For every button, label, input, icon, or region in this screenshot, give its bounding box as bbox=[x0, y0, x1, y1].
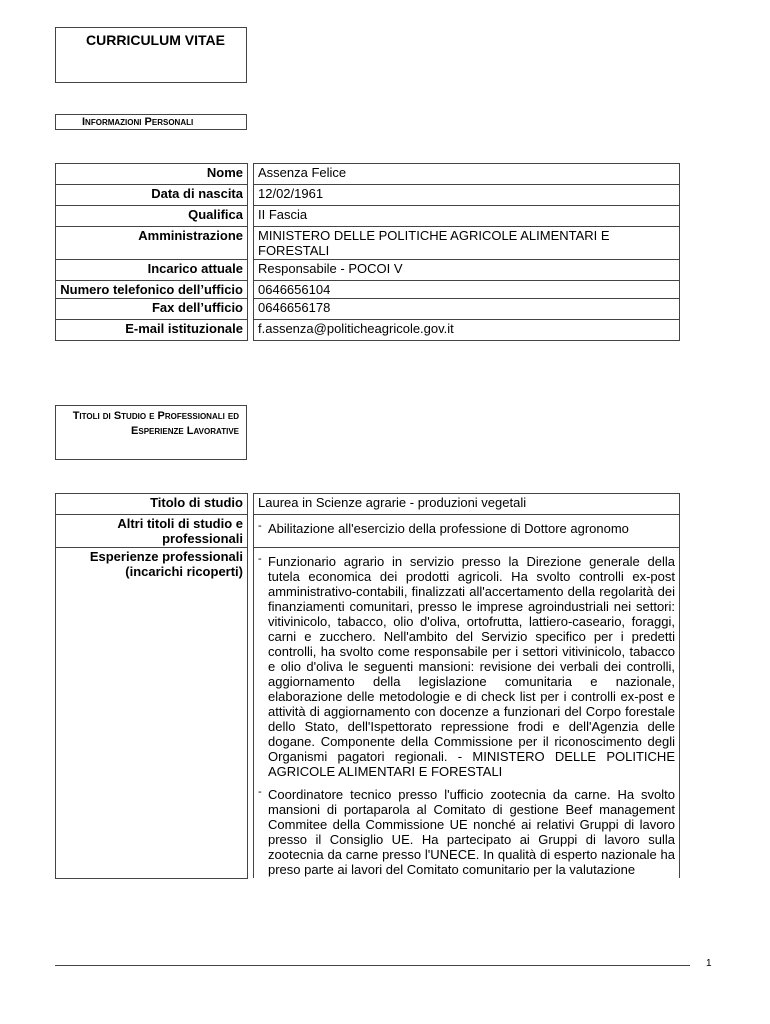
table-row bbox=[56, 206, 680, 227]
altri-titoli-text: Abilitazione all'esercizio della professione di Dottore agronomo bbox=[268, 521, 629, 536]
label-incarico: Incarico attuale bbox=[56, 260, 248, 281]
cv-title-box bbox=[55, 27, 247, 83]
label-amministrazione: Amministrazione bbox=[56, 227, 248, 260]
value-nome: Assenza Felice bbox=[254, 164, 680, 185]
table-row bbox=[56, 185, 680, 206]
label-data-nascita: Data di nascita bbox=[56, 185, 248, 206]
esperienza-text: Funzionario agrario in servizio presso la Direzione generale della tutela economica dei prodotti agricoli. Ha svolto controlli ex-post amministrativo-contabili, finalizzati all'accertamento della regolarità dei finanziamenti comunitari, presso le imprese agroindustriali nei settori: vitivinicolo, tabacco, olio d'oliva, ortofrutta, lattiero-caseario, foraggi, carni e zucchero. Nell'ambito del Servizio specifico per i predetti controlli, ha svolto come responsabile per i settori vitivinicolo, tabacco e olio d'oliva le seguenti mansioni: revisione dei verbali dei controlli, aggiornamento della legislazione comunitaria e nazionale, elaborazione delle metodologie e di check list per i controlli ex-post e attività di aggiornamento con docenze a funzionari del Corpo forestale dello Stato, dell'Ispettorato repressione frodi e dell'Agenzia delle dogane. Componente della Commissione per il riconoscimento degli Organismi pagatori regionali. - MINISTERO DELLE POLITICHE AGRICOLE ALIMENTARI E FORESTALI bbox=[268, 554, 675, 779]
list-item bbox=[258, 554, 675, 779]
list-item bbox=[258, 787, 675, 877]
list-item bbox=[258, 521, 675, 536]
table-row bbox=[56, 320, 680, 341]
footer-rule bbox=[55, 965, 690, 966]
bullet-dash: - bbox=[258, 553, 262, 565]
bullet-dash: - bbox=[258, 520, 262, 532]
value-fax: 0646656178 bbox=[254, 299, 680, 320]
value-data-nascita: 12/02/1961 bbox=[254, 185, 680, 206]
table-row bbox=[56, 515, 680, 548]
label-esperienze: Esperienze professionali (incarichi ricoperti) bbox=[56, 548, 248, 879]
label-altri-titoli: Altri titoli di studio e professionali bbox=[56, 515, 248, 548]
label-qualifica: Qualifica bbox=[56, 206, 248, 227]
value-telefono: 0646656104 bbox=[254, 281, 680, 299]
section-heading-titles: Titoli di Studio e Professionali ed Esperienze Lavorative bbox=[55, 405, 247, 460]
table-row bbox=[56, 299, 680, 320]
value-email: f.assenza@politicheagricole.gov.it bbox=[254, 320, 680, 341]
value-incarico: Responsabile - POCOI V bbox=[254, 260, 680, 281]
table-row bbox=[56, 227, 680, 260]
label-telefono: Numero telefonico dell’ufficio bbox=[56, 281, 248, 299]
bullet-dash: - bbox=[258, 786, 262, 798]
value-esperienze bbox=[254, 548, 680, 879]
personal-info-table bbox=[55, 163, 680, 341]
label-email: E-mail istituzionale bbox=[56, 320, 248, 341]
value-titolo-studio: Laurea in Scienze agrarie - produzioni vegetali bbox=[254, 494, 680, 515]
label-titolo-studio: Titolo di studio bbox=[56, 494, 248, 515]
page-number: 1 bbox=[706, 958, 712, 969]
esperienza-text: Coordinatore tecnico presso l'ufficio zootecnia da carne. Ha svolto mansioni di portaparola al Comitato di gestione Beef management Commitee della Commissione UE nonché ai relativi Gruppi di lavoro presso il Consiglio UE. Ha partecipato ai Gruppi di lavoro sulla zootecnia da carne presso l'UNECE. In qualità di esperto nazionale ha preso parte ai lavori del Comitato comunitario per la valutazione bbox=[268, 787, 675, 877]
section-heading-personal: Informazioni Personali bbox=[55, 114, 247, 130]
value-altri-titoli bbox=[254, 515, 680, 548]
table-row bbox=[56, 548, 680, 879]
label-nome: Nome bbox=[56, 164, 248, 185]
cv-title: CURRICULUM VITAE bbox=[86, 32, 225, 48]
value-qualifica: II Fascia bbox=[254, 206, 680, 227]
label-fax: Fax dell’ufficio bbox=[56, 299, 248, 320]
value-amministrazione: MINISTERO DELLE POLITICHE AGRICOLE ALIMENTARI E FORESTALI bbox=[254, 227, 680, 260]
table-row bbox=[56, 260, 680, 281]
table-row bbox=[56, 494, 680, 515]
education-table bbox=[55, 493, 680, 879]
table-row bbox=[56, 281, 680, 299]
table-row bbox=[56, 164, 680, 185]
